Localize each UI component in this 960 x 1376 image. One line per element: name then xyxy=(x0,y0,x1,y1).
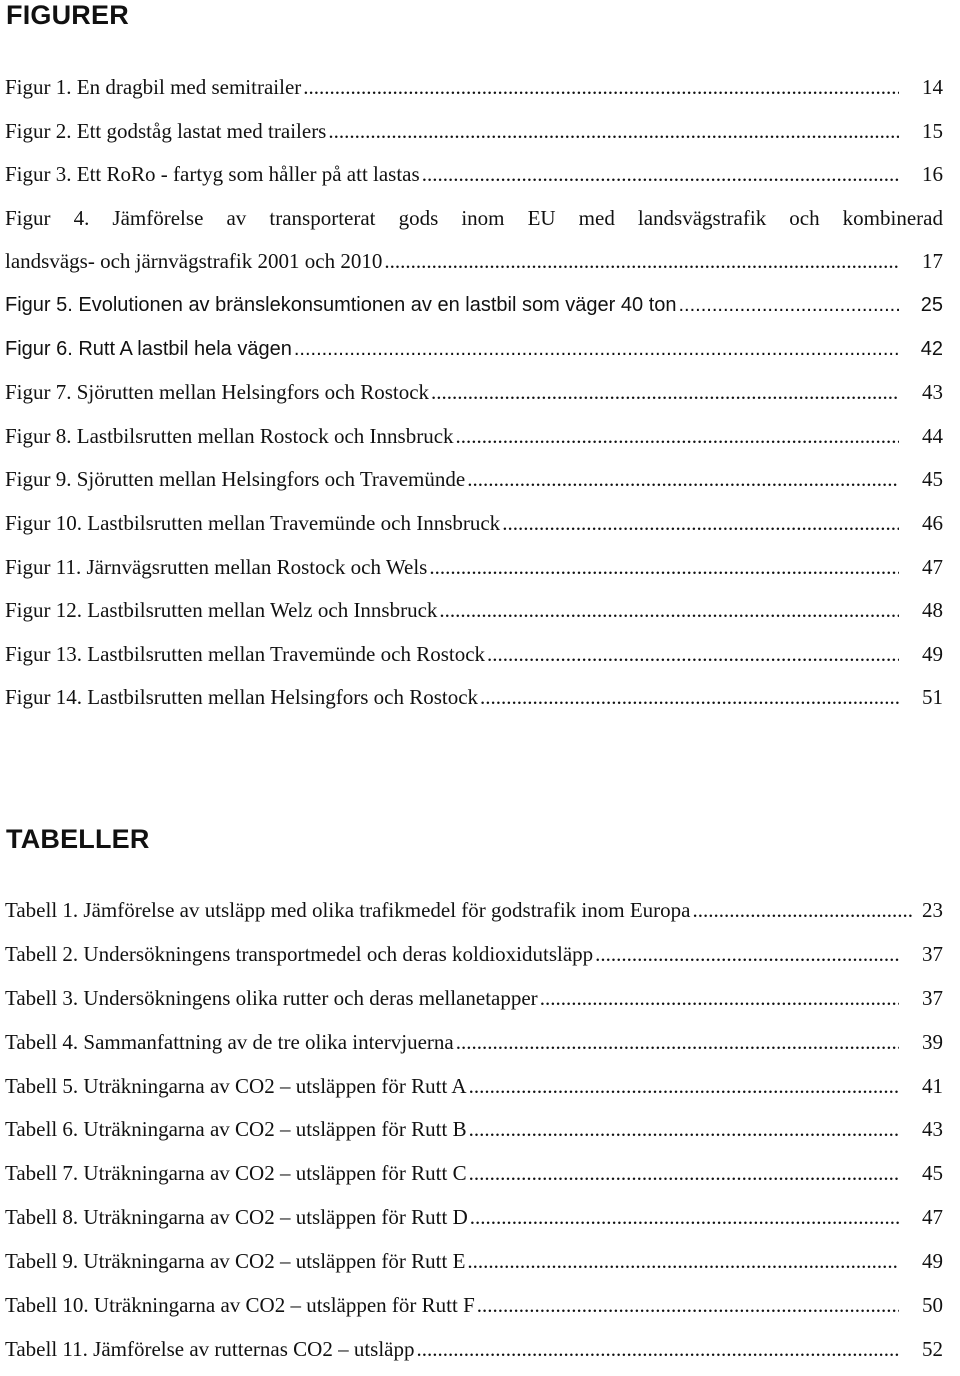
toc-entry[interactable] xyxy=(5,981,943,1025)
toc-entry[interactable] xyxy=(5,550,943,594)
toc-entry[interactable] xyxy=(5,506,943,550)
dot-leader xyxy=(540,981,899,1015)
toc-entry[interactable] xyxy=(5,1244,943,1288)
entry-page-number: 17 xyxy=(922,249,943,274)
entry-title: Tabell 4. Sammanfattning av de tre olika intervjuerna xyxy=(5,1029,454,1054)
entry-page-number: 50 xyxy=(922,1293,943,1318)
entry-page-number: 43 xyxy=(922,1117,943,1142)
dot-leader xyxy=(679,288,900,322)
figures-heading: FIGURER xyxy=(6,0,129,30)
entry-title: Figur 13. Lastbilsrutten mellan Travemünde och Rostock xyxy=(5,641,486,666)
entry-page-number: 49 xyxy=(922,1249,943,1274)
toc-entry[interactable] xyxy=(5,114,943,158)
entry-page-number: 45 xyxy=(922,467,943,492)
entry-title: Figur 8. Lastbilsrutten mellan Rostock och Innsbruck xyxy=(5,423,454,448)
toc-entry[interactable] xyxy=(5,893,943,937)
entry-title: Tabell 9. Uträkningarna av CO2 – utsläppen för Rutt E xyxy=(5,1249,466,1274)
entry-title: Tabell 2. Undersökningens transportmedel och deras koldioxidutsläpp xyxy=(5,941,594,966)
entry-page-number: 25 xyxy=(920,293,943,316)
entry-title: Figur 7. Sjörutten mellan Helsingfors och Rostock xyxy=(5,380,430,405)
dot-leader xyxy=(467,462,899,496)
entry-page-number: 49 xyxy=(922,641,943,666)
entry-page-number: 47 xyxy=(922,1205,943,1230)
toc-entry[interactable] xyxy=(5,288,943,332)
entry-title: Tabell 6. Uträkningarna av CO2 – utsläppen för Rutt B xyxy=(5,1117,467,1142)
figures-list xyxy=(5,70,943,724)
entry-page-number: 42 xyxy=(920,337,943,360)
entry-page-number: 52 xyxy=(922,1336,943,1361)
entry-title: Tabell 1. Jämförelse av utsläpp med olika trafikmedel för godstrafik inom Europa xyxy=(5,898,691,922)
dot-leader xyxy=(456,1025,899,1059)
dot-leader xyxy=(469,1112,899,1146)
entry-page-number: 14 xyxy=(922,75,943,99)
toc-entry[interactable] xyxy=(5,937,943,981)
entry-title: Figur 10. Lastbilsrutten mellan Travemünde och Innsbruck xyxy=(5,510,501,535)
dot-leader xyxy=(384,244,899,278)
toc-entry[interactable] xyxy=(5,1156,943,1200)
entry-page-number: 44 xyxy=(922,423,943,448)
entry-page-number: 23 xyxy=(922,898,943,922)
toc-entry[interactable] xyxy=(5,332,943,376)
entry-title-line-1: Figur 4. Jämförelse av transporterat gods inom EU med landsvägstrafik och kombinerad xyxy=(5,205,943,230)
dot-leader xyxy=(595,937,899,971)
entry-page-number: 15 xyxy=(922,118,943,143)
toc-entry[interactable] xyxy=(5,157,943,201)
entry-page-number: 16 xyxy=(922,162,943,187)
entry-page-number: 45 xyxy=(922,1161,943,1186)
entry-title: Figur 1. En dragbil med semitrailer xyxy=(5,75,302,99)
toc-entry[interactable] xyxy=(5,637,943,681)
dot-leader xyxy=(467,1244,899,1278)
toc-entry[interactable] xyxy=(5,70,943,114)
toc-entry[interactable] xyxy=(5,1332,943,1376)
dot-leader xyxy=(502,506,899,540)
dot-leader xyxy=(487,637,899,671)
entry-title: Tabell 11. Jämförelse av rutternas CO2 – utsläpp xyxy=(5,1336,415,1361)
dot-leader xyxy=(693,893,914,927)
entry-title: Figur 12. Lastbilsrutten mellan Welz och Innsbruck xyxy=(5,598,438,623)
toc-entry[interactable] xyxy=(5,419,943,463)
entry-title-line-2: landsvägs- och järnvägstrafik 2001 och 2010 xyxy=(5,249,383,274)
entry-page-number: 37 xyxy=(922,941,943,966)
dot-leader xyxy=(429,550,899,584)
entry-title: Figur 3. Ett RoRo - fartyg som håller på att lastas xyxy=(5,162,420,187)
entry-page-number: 37 xyxy=(922,985,943,1010)
entry-title: Figur 9. Sjörutten mellan Helsingfors och Travemünde xyxy=(5,467,466,492)
tables-list xyxy=(5,893,943,1376)
dot-leader xyxy=(431,375,899,409)
entry-title: Figur 2. Ett godståg lastat med trailers xyxy=(5,118,327,143)
toc-entry[interactable] xyxy=(5,680,943,724)
entry-title: Tabell 8. Uträkningarna av CO2 – utsläppen för Rutt D xyxy=(5,1205,468,1230)
entry-page-number: 39 xyxy=(922,1029,943,1054)
toc-entry[interactable] xyxy=(5,1112,943,1156)
entry-title: Figur 11. Järnvägsrutten mellan Rostock och Wels xyxy=(5,554,428,579)
toc-entry[interactable] xyxy=(5,375,943,419)
entry-title: Tabell 3. Undersökningens olika rutter och deras mellanetapper xyxy=(5,985,538,1010)
toc-entry[interactable] xyxy=(5,1025,943,1069)
dot-leader xyxy=(416,1332,899,1366)
entry-page-number: 46 xyxy=(922,510,943,535)
toc-entry[interactable] xyxy=(5,462,943,506)
dot-leader xyxy=(470,1200,899,1234)
entry-title: Figur 6. Rutt A lastbil hela vägen xyxy=(5,337,292,360)
entry-title: Figur 5. Evolutionen av bränslekonsumtionen av en lastbil som väger 40 ton xyxy=(5,293,677,316)
entry-page-number: 48 xyxy=(922,598,943,623)
entry-page-number: 47 xyxy=(922,554,943,579)
dot-leader xyxy=(480,680,899,714)
dot-leader xyxy=(303,70,899,104)
entry-title: Figur 14. Lastbilsrutten mellan Helsingfors och Rostock xyxy=(5,685,479,710)
entry-page-number: 43 xyxy=(922,380,943,405)
dot-leader xyxy=(328,114,899,148)
dot-leader xyxy=(477,1288,899,1322)
dot-leader xyxy=(469,1069,899,1103)
dot-leader xyxy=(456,419,899,453)
entry-title: Tabell 5. Uträkningarna av CO2 – utsläppen för Rutt A xyxy=(5,1073,467,1098)
toc-entry[interactable] xyxy=(5,1069,943,1113)
entry-page-number: 41 xyxy=(922,1073,943,1098)
dot-leader xyxy=(294,332,899,366)
toc-entry[interactable] xyxy=(5,1200,943,1244)
toc-entry[interactable] xyxy=(5,1288,943,1332)
entry-page-number: 51 xyxy=(922,685,943,710)
tables-heading: TABELLER xyxy=(6,824,150,854)
entry-title: Tabell 10. Uträkningarna av CO2 – utsläppen för Rutt F xyxy=(5,1293,475,1318)
dot-leader xyxy=(422,157,899,191)
toc-entry[interactable] xyxy=(5,201,943,288)
dot-leader xyxy=(439,593,899,627)
entry-title-line-2-row xyxy=(5,244,943,288)
entry-title: Tabell 7. Uträkningarna av CO2 – utsläppen för Rutt C xyxy=(5,1161,467,1186)
dot-leader xyxy=(469,1156,899,1190)
toc-entry[interactable] xyxy=(5,593,943,637)
